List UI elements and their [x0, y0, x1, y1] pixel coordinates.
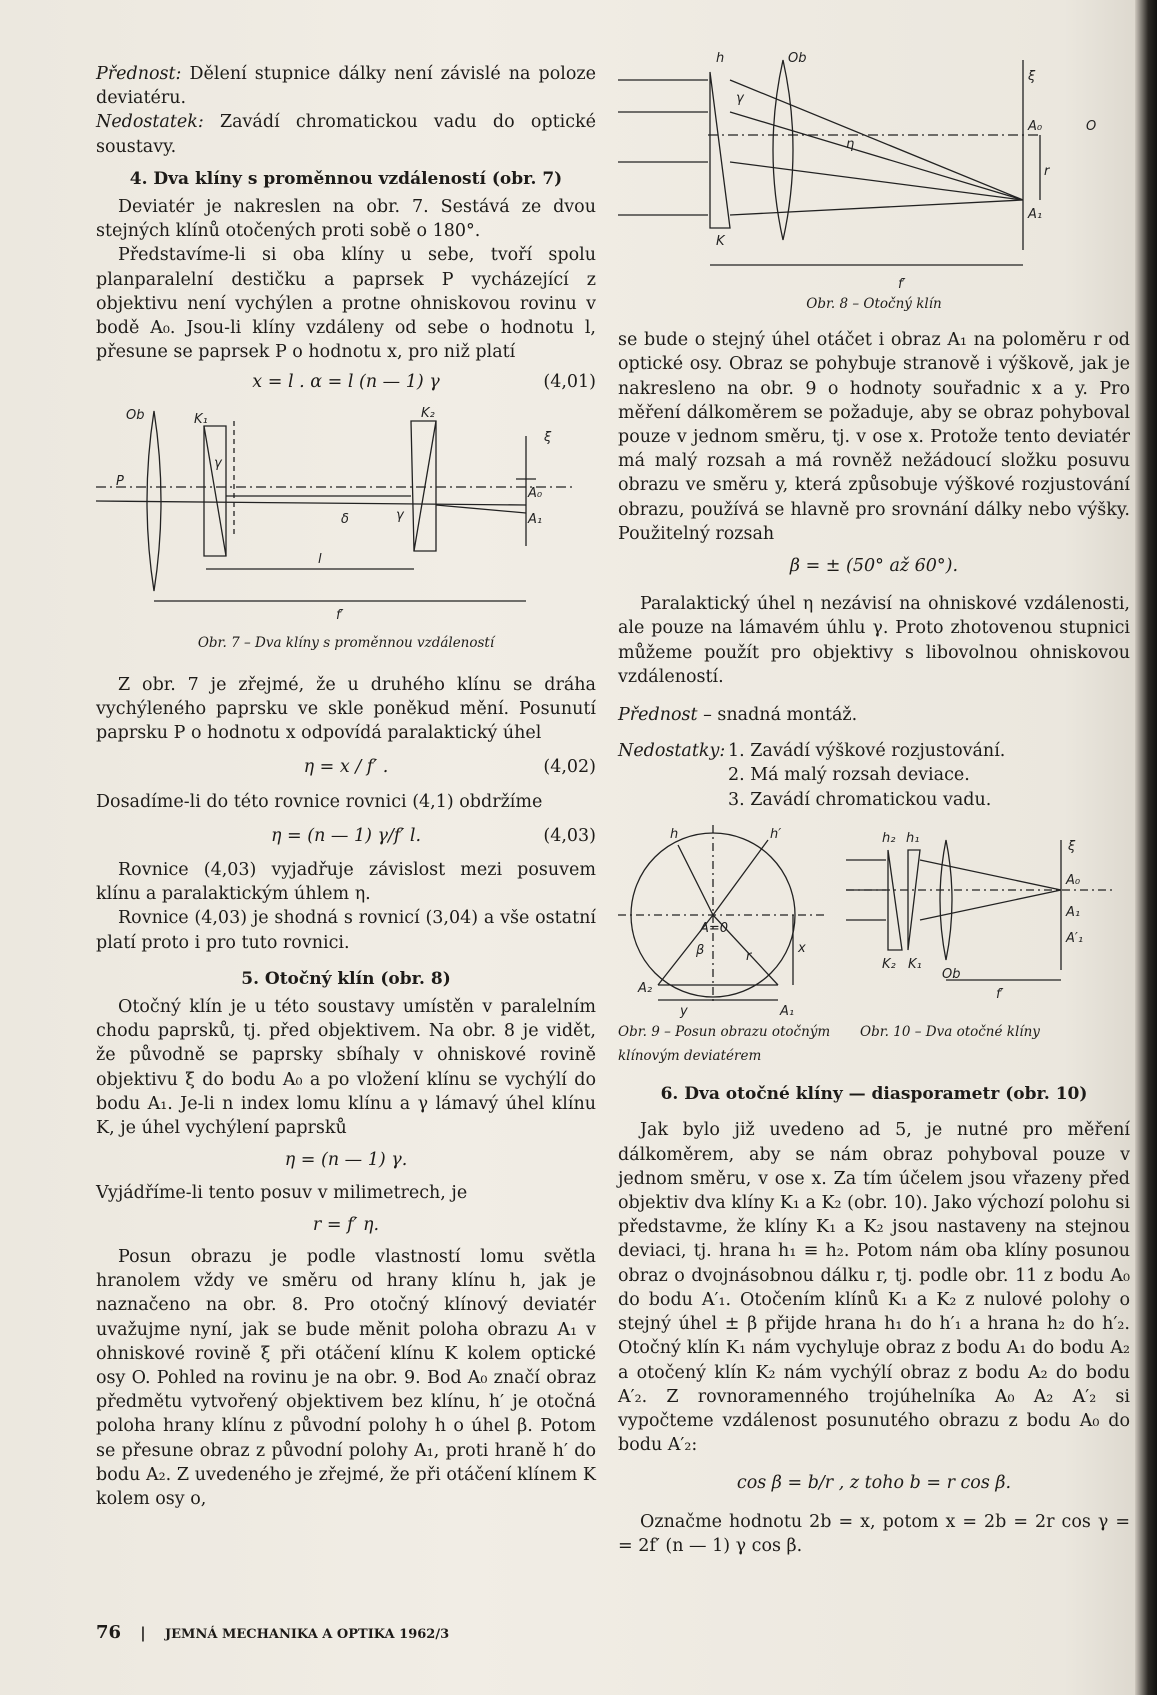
footer-separator: | — [140, 1624, 146, 1642]
paragraph-8: Rovnice (4,03) je shodná s rovnicí (3,04) a vše ostatní platí proto i pro tuto rovnici. — [96, 908, 596, 953]
equation-4-03 — [96, 824, 596, 848]
fig8-label-a1: A₁ — [1028, 207, 1043, 222]
fig7-label-k2: K₂ — [421, 405, 435, 421]
equation-cos-beta: cos β = b/r , z toho b = r cos β. — [736, 1473, 1012, 1494]
disadvantage-3: 3. Zavádí chromatickou vadu. — [728, 789, 992, 810]
fig9-label-h: h — [670, 826, 679, 842]
fig10-label-f: f′ — [996, 986, 1004, 1002]
advantage-paragraph — [96, 62, 596, 110]
fig8-label-gamma: γ — [736, 91, 744, 106]
page-binding-edge — [1135, 0, 1157, 1695]
fig9-label-beta: β — [696, 942, 705, 958]
section-4-heading: 4. Dva klíny s proměnnou vzdáleností (obr. 7) — [129, 168, 563, 189]
fig10-label-h1: h₁ — [906, 830, 920, 846]
left-column — [96, 62, 596, 1511]
fig10-label-a0: A₀ — [1066, 872, 1081, 888]
section-5-heading: 5. Otočný klín (obr. 8) — [241, 968, 451, 989]
fig10-label-h2: h₂ — [882, 830, 896, 846]
figure-7-caption: Obr. 7 – Dva klíny s proměnnou vzdáleností — [197, 634, 495, 651]
page-number: 76 — [96, 1622, 122, 1643]
equation-4-03-body: η = (n — 1) γ/f′ l. — [270, 825, 422, 846]
figure-9-caption: Obr. 9 – Posun obrazu otočným klínovým deviatérem — [618, 1023, 831, 1065]
fig8-label-h: h — [716, 51, 725, 66]
figure-9-10-captions — [618, 1020, 1130, 1068]
fig8-label-o: O — [1086, 119, 1097, 134]
figure-10 — [846, 820, 1131, 1020]
fig8-label-k: K — [716, 234, 725, 249]
right-advantage — [618, 703, 1130, 727]
fig10-label-a1: A₁ — [1066, 904, 1081, 920]
fig10-label-a1-prime: A′₁ — [1066, 930, 1084, 946]
figure-9 — [618, 820, 838, 1020]
fig8-label-a0: A₀ — [1028, 119, 1043, 134]
fig7-label-xi: ξ — [544, 429, 552, 445]
fig7-label-gamma2: γ — [396, 507, 404, 523]
disadvantage-label: Nedostatek: — [96, 112, 204, 133]
fig9-label-x: x — [798, 940, 806, 956]
fig9-label-y: y — [680, 1003, 688, 1019]
fig7-label-p: P — [116, 473, 124, 489]
paragraph-9: Otočný klín je u této soustavy umístěn v paralelním chodu paprsků, tj. před objektivem. Na obr. 8 je vidět, že původně se paprsky sbíhaly v ohniskové rovině objektivu ξ do bodu A₀ a po vložení klínu se vychýlí do bodu A₁. Je-li n index lomu klínu a γ lámavý úhel klínu K, je úhel vychýlení paprsků — [96, 997, 596, 1139]
page-footer — [96, 1622, 463, 1643]
disadvantage-text: Zavádí chromatickou vadu do optické soustavy. — [96, 112, 596, 157]
fig7-label-k1: K₁ — [194, 411, 208, 427]
equation-4-03-number: (4,03) — [543, 825, 596, 846]
section-6-heading: 6. Dva otočné klíny — diasporametr (obr. 10) — [660, 1084, 1088, 1105]
fig10-label-ob: Ob — [942, 966, 961, 982]
right-advantage-text: – snadná montáž. — [697, 705, 858, 726]
fig8-label-f: f′ — [898, 277, 906, 292]
paragraph-4: Představíme-li si oba klíny u sebe, tvoří spolu planparalelní destičku a paprsek P vycházející z objektivu není vychýlen a protne ohniskovou rovinu v bodě A₀. Jsou-li klíny vzdáleny od sebe o hodnotu l, přesune se paprsek P o hodnotu x, pro niž platí — [96, 245, 596, 363]
fig7-label-l: l — [318, 551, 322, 567]
equation-4-01 — [96, 370, 596, 394]
disadvantage-1: 1. Zavádí výškové rozjustování. — [728, 741, 1006, 762]
disadvantages-label: Nedostatky: — [618, 741, 726, 762]
equation-4-01-body: x = l . α = l (n — 1) γ — [252, 372, 440, 393]
paragraph-11: Posun obrazu je podle vlastností lomu světla hranolem vždy ve směru od hrany klínu h, jak je naznačeno na obr. 8. Pro otočný klínový deviatér uvažujme nyní, jak se bude měnit poloha obrazu A₁ v ohniskové rovině ξ při otáčení klínu K kolem optické osy O. Pohled na rovinu je na obr. 9. Bod A₀ značí obraz předmětu vytvořený objektivem bez klínu, h′ je otočná poloha hrany klínu z původní polohy h o úhel β. Potom se přesune obraz z původní polohy A₁, proti hraně h′ do bodu A₂. Z uvedeného je zřejmé, že při otáčení klínem K kolem osy o, — [96, 1246, 596, 1509]
fig8-label-ob: Ob — [788, 51, 807, 66]
equation-4-02-number: (4,02) — [543, 757, 596, 778]
journal-title: JEMNÁ MECHANIKA A OPTIKA 1962/3 — [165, 1627, 450, 1642]
equation-r: r = f′ η. — [312, 1214, 380, 1235]
right-paragraph-1: se bude o stejný úhel otáčet i obraz A₁ na poloměru r od optické osy. Obraz se pohybuje stranově i výškově, jak je nakresleno na obr. 9 o hodnoty souřadnic x a y. Pro měření dálkoměrem se požaduje, aby se obraz pohyboval pouze v jednom směru, tj. v ose x. Protože tento deviatér má malý rozsah a má rovněž nežádoucí složku posuvu obrazu ve směru y, která způsobuje výškové rozjustování obrazu, používá se hlavně pro srovnání dálky nebo výšky. Použitelný rozsah — [618, 330, 1130, 544]
paragraph-3: Deviatér je nakreslen na obr. 7. Sestává ze dvou stejných klínů otočených proti sobě o 180°. — [96, 197, 596, 242]
fig9-label-a1: A₁ — [780, 1003, 795, 1019]
advantage-text: Dělení stupnice dálky není závislé na poloze deviatéru. — [96, 64, 596, 109]
fig7-label-f: f′ — [336, 607, 344, 623]
figure-8 — [618, 50, 1130, 300]
right-paragraph-2: Paralaktický úhel η nezávisí na ohniskové vzdálenosti, ale pouze na lámavém úhlu γ. Proto zhotovenou stupnici můžeme použít pro objektivy s libovolnou ohniskovou vzdáleností. — [618, 594, 1130, 687]
fig10-label-k1: K₁ — [908, 956, 922, 972]
right-column — [618, 50, 1130, 1558]
fig8-label-xi: ξ — [1028, 69, 1036, 84]
paragraph-6: Dosadíme-li do této rovnice rovnici (4,1) obdržíme — [96, 791, 543, 812]
fig7-label-gamma1: γ — [214, 455, 222, 471]
figure-10-caption: Obr. 10 – Dva otočné klíny — [860, 1023, 1040, 1040]
fig7-label-ob: Ob — [126, 407, 145, 423]
fig9-label-h-prime: h′ — [770, 826, 782, 842]
fig9-label-r: r — [746, 948, 752, 964]
advantage-label-2: Přednost: — [96, 64, 182, 84]
fig7-label-delta: δ — [341, 511, 349, 527]
fig10-label-xi: ξ — [1068, 838, 1076, 854]
fig8-label-eta: η — [846, 137, 855, 152]
right-advantage-label: Přednost — [618, 705, 698, 726]
right-paragraph-3: Jak bylo již uvedeno ad 5, je nutné pro měření dálkoměrem, aby se nám obraz pohyboval pouze v jednom směru, v ose x. Za tím účelem jsou vřazeny před objektiv dva klíny K₁ a K₂ (obr. 10). Jako výchozí polohu si představme, že klíny K₁ a K₂ jsou nastaveny na stejnou deviaci, tj. hrana h₁ ≡ h₂. Potom nám oba klíny posunou obraz o dvojnásobnou dálku r, tj. podle obr. 11 z bodu A₀ do bodu A′₁. Otočením klínů K₁ a K₂ z nulové polohy o stejný úhel ± β přijde hrana h₁ do h′₁ a hrana h₂ do h′₂. Otočný klín K₁ nám vychyluje obraz z bodu A₁ do bodu A₂ a otočený klín K₂ nám vychýlí obraz z bodu A₂ do bodu A′₂. Z rovnoramenného trojúhelníka A₀ A₂ A′₂ si vypočteme vzdálenost posunutého obrazu z bodu A₀ do bodu A′₂: — [618, 1120, 1130, 1456]
figure-7 — [96, 401, 596, 631]
paragraph-5: Z obr. 7 je zřejmé, že u druhého klínu se dráha vychýleného paprsku ve skle poněkud mění. Posunutí paprsku P o hodnotu x odpovídá paralaktický úhel — [96, 674, 596, 744]
equation-4-02-body: η = x / f′ . — [303, 757, 389, 778]
figure-8-caption: Obr. 8 – Otočný klín — [806, 296, 942, 312]
equation-eta: η = (n — 1) γ. — [284, 1150, 408, 1171]
fig9-label-a2: A₂ — [638, 980, 653, 996]
equation-4-02 — [96, 755, 596, 779]
equation-beta-range: β = ± (50° až 60°). — [789, 556, 959, 577]
disadvantages-list — [618, 739, 1130, 812]
fig10-label-k2: K₂ — [882, 956, 896, 972]
paragraph-10: Vyjádříme-li tento posuv v milimetrech, je — [96, 1182, 468, 1203]
right-paragraph-4: Označme hodnotu 2b = x, potom x = 2b = 2r cos γ = = 2f′ (n — 1) γ cos β. — [618, 1511, 1130, 1556]
fig8-label-r: r — [1044, 164, 1050, 179]
paragraph-7: Rovnice (4,03) vyjadřuje závislost mezi posuvem klínu a paralaktickým úhlem η. — [96, 860, 596, 905]
fig9-label-a0: A=0 — [700, 920, 729, 936]
disadvantage-paragraph — [96, 110, 596, 158]
equation-4-01-number: (4,01) — [543, 372, 596, 393]
fig7-label-a1: A₁ — [528, 511, 543, 527]
figures-9-10 — [618, 820, 1130, 1020]
fig7-label-a0: A₀ — [528, 485, 543, 501]
disadvantage-2: 2. Má malý rozsah deviace. — [728, 765, 970, 786]
